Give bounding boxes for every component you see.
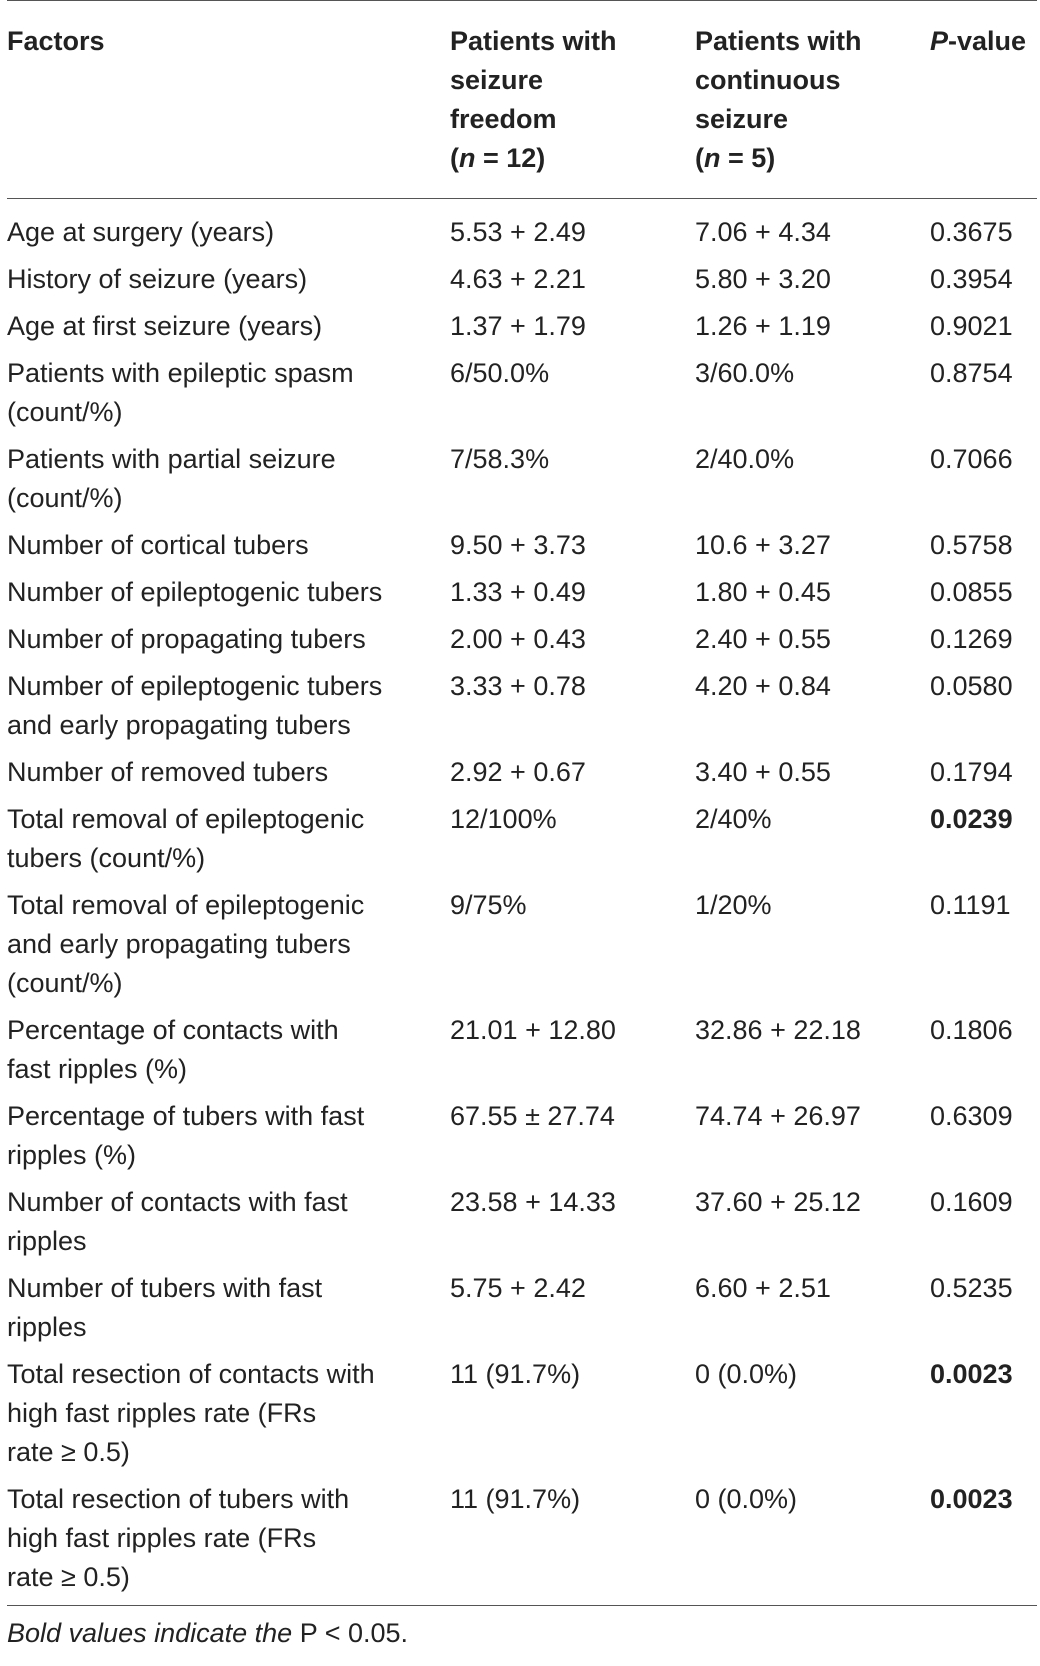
header-line — [695, 139, 930, 178]
cell-factor: Total removal of epileptogenic and early propagating tubers (count/%) — [7, 890, 365, 998]
header-p-value — [930, 1, 1037, 199]
cell-seizure-freedom: 2.00 + 0.43 — [450, 624, 586, 654]
cell-seizure-freedom: 6/50.0% — [450, 358, 550, 388]
cell-factor: Number of cortical tubers — [7, 530, 309, 560]
table-row — [7, 256, 1037, 303]
cell-seizure-freedom: 11 (91.7%) — [450, 1476, 695, 1606]
header-paren: ( — [450, 143, 459, 173]
cell-seizure-freedom: 3.33 + 0.78 — [450, 671, 586, 701]
header-line: Patients with — [695, 26, 862, 56]
header-count: = 12) — [475, 143, 546, 173]
cell-continuous-seizure: 1.26 + 1.19 — [695, 311, 831, 341]
table-row — [7, 796, 1037, 882]
table-row — [7, 569, 1037, 616]
header-continuous-seizure — [695, 1, 930, 199]
footnote-suffix: < 0.05. — [317, 1618, 409, 1648]
cell-p-value: 0.0239 — [930, 804, 1013, 834]
table-row — [7, 882, 1037, 1007]
cell-factor: Number of epileptogenic tubers and early propagating tubers — [7, 671, 383, 740]
header-line: seizure — [450, 65, 544, 95]
cell-seizure-freedom: 4.63 + 2.21 — [450, 264, 586, 294]
table-row — [7, 1351, 1037, 1476]
header-count: = 5) — [720, 143, 776, 173]
cell-factor: Total resection of contacts with high fast ripples rate (FRs rate ≥ 0.5) — [7, 1359, 375, 1467]
cell-continuous-seizure: 10.6 + 3.27 — [695, 530, 831, 560]
cell-factor: Number of tubers with fast ripples — [7, 1273, 323, 1342]
cell-p-value: 0.0023 — [930, 1476, 1037, 1606]
cell-factor: Number of epileptogenic tubers — [7, 577, 383, 607]
table-row — [7, 1179, 1037, 1265]
cell-factor: Patients with partial seizure (count/%) — [7, 444, 336, 513]
cell-seizure-freedom: 5.75 + 2.42 — [450, 1273, 586, 1303]
cell-continuous-seizure: 0 (0.0%) — [695, 1476, 930, 1606]
cell-p-value: 0.0580 — [930, 671, 1013, 701]
cell-seizure-freedom: 1.33 + 0.49 — [450, 577, 586, 607]
cell-continuous-seizure: 2.40 + 0.55 — [695, 624, 831, 654]
table-row — [7, 199, 1037, 257]
header-line: seizure — [695, 104, 789, 134]
cell-p-value: 0.7066 — [930, 444, 1013, 474]
table-row — [7, 303, 1037, 350]
table-body — [7, 199, 1037, 1606]
cell-p-value: 0.1269 — [930, 624, 1013, 654]
table-row — [7, 1265, 1037, 1351]
cell-continuous-seizure: 1.80 + 0.45 — [695, 577, 831, 607]
cell-p-value: 0.8754 — [930, 358, 1013, 388]
header-factors: Factors — [7, 1, 450, 199]
cell-continuous-seizure: 2/40.0% — [695, 444, 795, 474]
cell-continuous-seizure: 2/40% — [695, 804, 772, 834]
cell-factor: Age at surgery (years) — [7, 217, 275, 247]
footnote-p: P — [299, 1618, 318, 1648]
header-line: continuous — [695, 65, 841, 95]
cell-factor: History of seizure (years) — [7, 264, 308, 294]
table-row — [7, 1093, 1037, 1179]
cell-factor: Percentage of contacts with fast ripples (%) — [7, 1015, 339, 1084]
cell-continuous-seizure: 32.86 + 22.18 — [695, 1015, 861, 1045]
cell-seizure-freedom: 11 (91.7%) — [450, 1359, 581, 1389]
cell-continuous-seizure: 4.20 + 0.84 — [695, 671, 831, 701]
header-paren: ( — [695, 143, 704, 173]
cell-continuous-seizure: 1/20% — [695, 890, 772, 920]
table-row — [7, 436, 1037, 522]
cell-factor: Number of contacts with fast ripples — [7, 1187, 348, 1256]
cell-continuous-seizure: 0 (0.0%) — [695, 1359, 798, 1389]
header-line — [450, 139, 695, 178]
header-value: -value — [948, 26, 1027, 56]
cell-factor: Number of removed tubers — [7, 757, 329, 787]
table-row — [7, 1007, 1037, 1093]
cell-continuous-seizure: 5.80 + 3.20 — [695, 264, 831, 294]
cell-factor: Total removal of epileptogenic tubers (count/%) — [7, 804, 365, 873]
cell-seizure-freedom: 1.37 + 1.79 — [450, 311, 586, 341]
table-row — [7, 522, 1037, 569]
header-line: Patients with — [450, 26, 617, 56]
table-row — [7, 616, 1037, 663]
cell-factor: Patients with epileptic spasm (count/%) — [7, 358, 354, 427]
table-row — [7, 749, 1037, 796]
cell-factor: Age at first seizure (years) — [7, 311, 323, 341]
cell-p-value: 0.5758 — [930, 530, 1013, 560]
table-row — [7, 1476, 1037, 1606]
table-row — [7, 350, 1037, 436]
cell-factor: Percentage of tubers with fast ripples (%) — [7, 1101, 365, 1170]
cell-seizure-freedom: 2.92 + 0.67 — [450, 757, 586, 787]
cell-p-value: 0.1794 — [930, 757, 1013, 787]
cell-p-value: 0.3675 — [930, 217, 1013, 247]
header-n: n — [704, 143, 721, 173]
cell-continuous-seizure: 7.06 + 4.34 — [695, 217, 831, 247]
cell-p-value: 0.0855 — [930, 577, 1013, 607]
cell-p-value: 0.1191 — [930, 890, 1011, 920]
cell-p-value: 0.9021 — [930, 311, 1013, 341]
footnote — [7, 1606, 1040, 1653]
header-row — [7, 1, 1037, 199]
cell-seizure-freedom: 9/75% — [450, 890, 527, 920]
header-n: n — [459, 143, 476, 173]
cell-seizure-freedom: 67.55 ± 27.74 — [450, 1101, 615, 1131]
cell-p-value: 0.3954 — [930, 264, 1013, 294]
cell-seizure-freedom: 5.53 + 2.49 — [450, 217, 586, 247]
cell-p-value: 0.1609 — [930, 1187, 1013, 1217]
cell-continuous-seizure: 3/60.0% — [695, 358, 795, 388]
cell-seizure-freedom: 7/58.3% — [450, 444, 550, 474]
cell-continuous-seizure: 6.60 + 2.51 — [695, 1273, 831, 1303]
cell-p-value: 0.6309 — [930, 1101, 1013, 1131]
header-line: freedom — [450, 104, 557, 134]
cell-p-value: 0.5235 — [930, 1273, 1013, 1303]
cell-continuous-seizure: 74.74 + 26.97 — [695, 1101, 861, 1131]
cell-continuous-seizure: 3.40 + 0.55 — [695, 757, 831, 787]
cell-factor: Number of propagating tubers — [7, 624, 366, 654]
cell-seizure-freedom: 21.01 + 12.80 — [450, 1015, 616, 1045]
cell-factor: Total resection of tubers with high fast ripples rate (FRs rate ≥ 0.5) — [7, 1476, 450, 1606]
cell-continuous-seizure: 37.60 + 25.12 — [695, 1187, 861, 1217]
factors-table — [7, 0, 1037, 1606]
header-seizure-freedom — [450, 1, 695, 199]
cell-p-value: 0.1806 — [930, 1015, 1013, 1045]
cell-seizure-freedom: 12/100% — [450, 804, 557, 834]
cell-seizure-freedom: 23.58 + 14.33 — [450, 1187, 616, 1217]
footnote-prefix: Bold values indicate the — [7, 1618, 300, 1648]
header-p: P — [930, 26, 949, 56]
cell-p-value: 0.0023 — [930, 1359, 1013, 1389]
cell-seizure-freedom: 9.50 + 3.73 — [450, 530, 586, 560]
table-row — [7, 663, 1037, 749]
